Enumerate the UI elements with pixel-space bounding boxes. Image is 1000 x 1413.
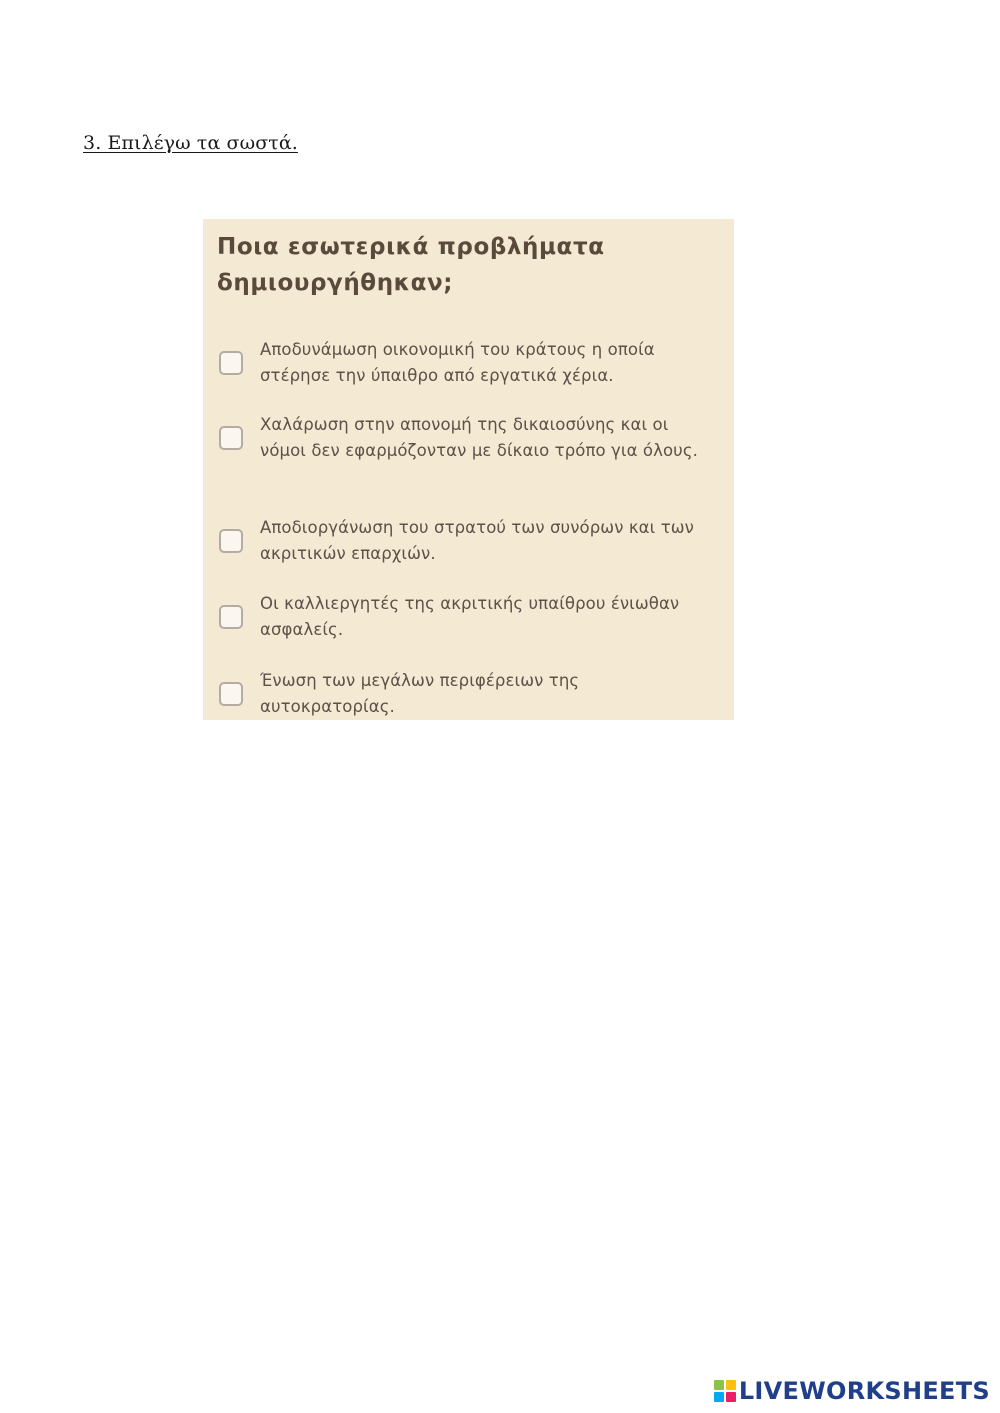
checkbox-5[interactable] — [219, 682, 243, 706]
option-3[interactable] — [219, 515, 719, 567]
option-label-5: Ένωση των μεγάλων περιφέρειων της αυτοκρατορίας. — [260, 671, 580, 716]
quiz-card — [203, 219, 734, 720]
option-label-2: Χαλάρωση στην απονομή της δικαιοσύνης και οι νόμοι δεν εφαρμόζονταν με δίκαιο τρόπο για όλους. — [260, 415, 698, 460]
checkbox-2[interactable] — [219, 426, 243, 450]
question-title: Ποια εσωτερικά προβλήματα δημιουργήθηκαν; — [217, 234, 605, 296]
brand-footer — [714, 1377, 990, 1405]
checkbox-4[interactable] — [219, 605, 243, 629]
checkbox-1[interactable] — [219, 351, 243, 375]
option-label-4: Οι καλλιεργητές της ακριτικής υπαίθρου ένιωθαν ασφαλείς. — [260, 594, 680, 639]
option-label-3: Αποδιοργάνωση του στρατού των συνόρων και των ακριτικών επαρχιών. — [260, 518, 694, 563]
brand-name: LIVEWORKSHEETS — [738, 1377, 990, 1405]
option-5[interactable] — [219, 668, 719, 720]
option-4[interactable] — [219, 591, 719, 643]
option-label-1: Αποδυνάμωση οικονομική του κράτους η οποία στέρησε την ύπαιθρο από εργατικά χέρια. — [260, 340, 655, 385]
checkbox-3[interactable] — [219, 529, 243, 553]
option-2[interactable] — [219, 412, 719, 464]
liveworksheets-logo-icon — [714, 1380, 736, 1402]
option-1[interactable] — [219, 337, 719, 389]
instruction-heading: 3. Επιλέγω τα σωστά. — [83, 132, 298, 154]
